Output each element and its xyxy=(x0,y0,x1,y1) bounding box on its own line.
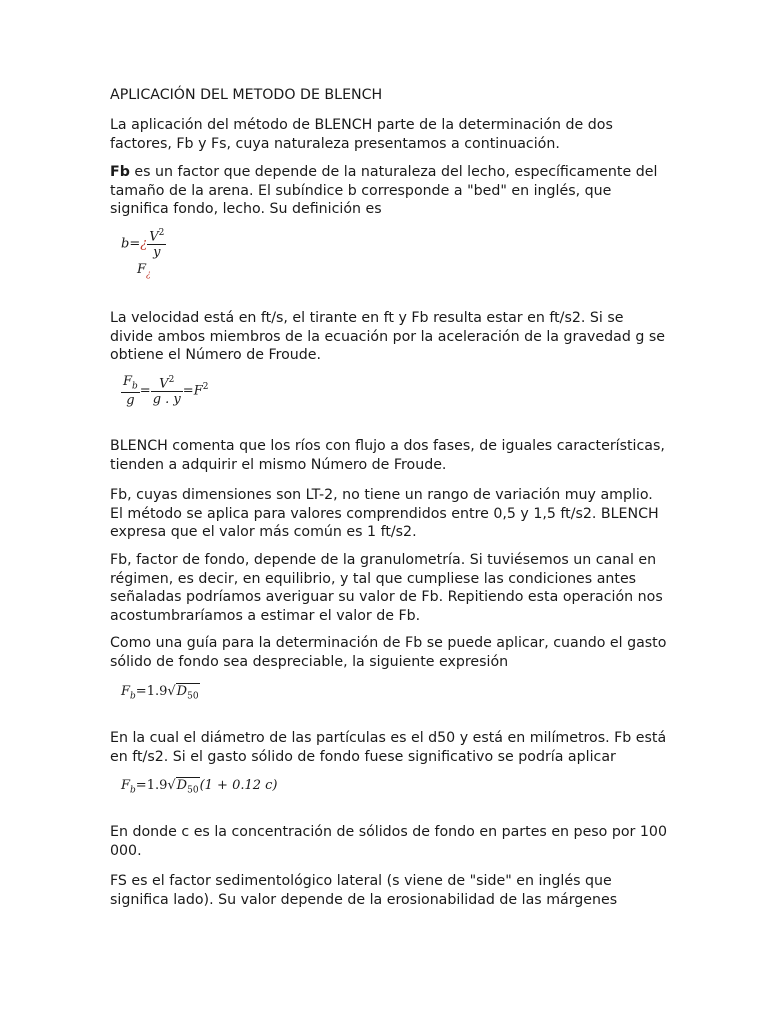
paragraph-units-froude: La velocidad está en ft/s, el tirante en ft y Fb resulta estar en ft/s2. Si se divide ambos miembros de la ecuación por la aceleración de la gravedad g se obtiene el Número de Froude. xyxy=(110,310,665,363)
paragraph-fb-range: Fb, cuyas dimensiones son LT-2, no tiene un rango de variación muy amplio. El método se aplica para valores comprendidos entre 0,5 y 1,5 ft/s2. BLENCH expresa que el valor más común es 1 ft/s2. xyxy=(110,487,659,540)
paragraph-d50: En la cual el diámetro de las partículas es el d50 y está en milímetros. Fb está en ft/s2. Si el gasto sólido de fondo fuese significativo se podría aplicar xyxy=(110,730,667,765)
paragraph-fb-guide: Como una guía para la determinación de Fb se puede aplicar, cuando el gasto sólido de fondo sea despreciable, la siguiente expresión xyxy=(110,635,667,670)
paragraph-blench-froude: BLENCH comenta que los ríos con flujo a dos fases, de iguales características, tienden a adquirir el mismo Número de Froude. xyxy=(110,438,665,473)
equation-fb-simple: $F_b=1.9√D_{50}$ xyxy=(121,684,199,702)
paragraph-fb-granulometry: Fb, factor de fondo, depende de la granulometría. Si tuviésemos un canal en régimen, es decir, en equilibrio, y tal que cumpliese las condiciones antes señaladas podríamos averiguar su valor de Fb. Repitiendo esta operación nos acostumbraríamos a estimar el valor de Fb. xyxy=(110,552,663,624)
paragraph-intro: La aplicación del método de BLENCH parte de la determinación de dos factores, Fb y Fs, cuya naturaleza presentamos a continuación. xyxy=(110,117,613,152)
paragraph-fb-definition: Fb es un factor que depende de la naturaleza del lecho, específicamente del tamaño de la arena. El subíndice b corresponde a "bed" en inglés, que significa fondo, lecho. Su definición es xyxy=(110,164,658,217)
equation-fb-concentration: $F_b=1.9√D_{50}(1 + 0.12$ c) xyxy=(121,778,278,796)
paragraph-fs-factor: FS es el factor sedimentológico lateral (s viene de "side" en inglés que significa lado). Su valor depende de la erosionabilidad de las márgenes xyxy=(110,873,618,908)
equation-fb-definition: b=¿ $\frac{V^2}{y}$ $F_¿$ xyxy=(121,228,165,280)
fb-bold-term: Fb xyxy=(110,164,130,180)
equation-froude: $\frac{F_b}{g}$ = $\frac{V^2}{g . y}$ $=F^2$ xyxy=(123,374,209,408)
paragraph-concentration: En donde c es la concentración de sólidos de fondo en partes en peso por 100 000. xyxy=(110,824,667,859)
document-title: APLICACIÓN DEL METODO DE BLENCH xyxy=(110,87,383,103)
